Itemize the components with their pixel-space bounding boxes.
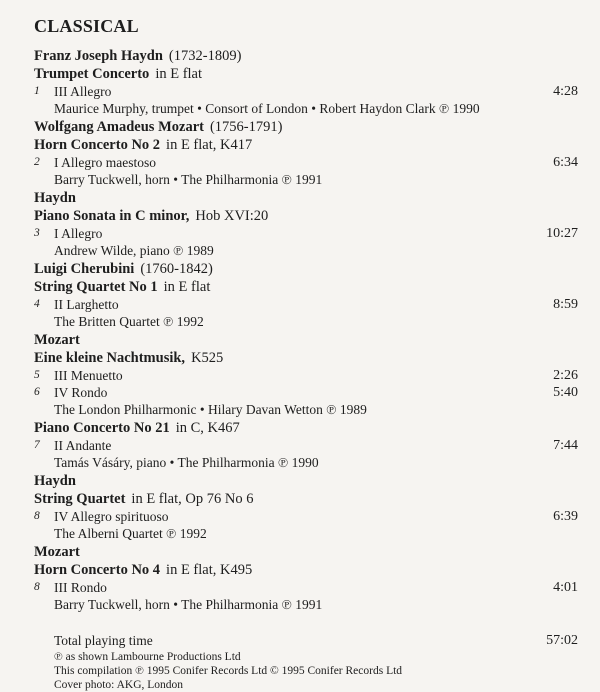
work-title-line — [34, 561, 578, 579]
performer-credit — [34, 242, 578, 260]
track-row — [34, 367, 578, 384]
total-time: 57:02 — [546, 633, 578, 648]
track-row — [34, 437, 578, 454]
work-title: Piano Sonata in C minor, — [34, 208, 190, 224]
work-detail: in C, K467 — [175, 420, 240, 436]
track-duration: 4:28 — [553, 84, 578, 99]
work-title-line — [34, 419, 578, 437]
work-title: String Quartet — [34, 491, 126, 507]
track-row — [34, 225, 578, 242]
track-duration: 5:40 — [553, 385, 578, 400]
work-title-line — [34, 136, 578, 154]
track-row — [34, 296, 578, 313]
credit-line: ℗ as shown Lambourne Productions Ltd — [54, 651, 241, 663]
composer-dates: (1732-1809) — [168, 48, 242, 64]
work-title: Horn Concerto No 2 — [34, 137, 161, 153]
movement-title: I Allegro maestoso — [54, 155, 156, 170]
track-row — [34, 508, 578, 525]
track-number: 1 — [34, 85, 40, 97]
composer-name: Haydn — [34, 473, 76, 489]
composer-name: Luigi Cherubini — [34, 261, 135, 277]
work-detail: K525 — [191, 350, 224, 366]
performer-credit — [34, 171, 578, 189]
total-playing-time — [34, 632, 578, 650]
track-row — [34, 83, 578, 100]
performer-text: Tamás Vásáry, piano • The Philharmonia ℗ 1990 — [54, 455, 319, 470]
work-detail: in E flat, Op 76 No 6 — [131, 491, 254, 507]
performer-credit — [34, 596, 578, 614]
composer-line — [34, 472, 578, 490]
track-row — [34, 154, 578, 171]
track-number: 3 — [34, 227, 40, 239]
work-detail: in E flat, K417 — [166, 137, 253, 153]
performer-text: Barry Tuckwell, horn • The Philharmonia ℗ 1991 — [54, 172, 323, 187]
movement-title: III Menuetto — [54, 368, 123, 383]
movement-title: IV Allegro spirituoso — [54, 509, 169, 524]
composer-line — [34, 331, 578, 349]
performer-text: Maurice Murphy, trumpet • Consort of London • Robert Haydon Clark ℗ 1990 — [54, 101, 480, 116]
credits — [34, 650, 578, 692]
track-number: 8 — [34, 510, 40, 522]
composer-name: Mozart — [34, 332, 80, 348]
composer-dates: (1760-1842) — [140, 261, 213, 277]
work-detail: in E flat, K495 — [166, 562, 253, 578]
performer-text: The Alberni Quartet ℗ 1992 — [54, 526, 207, 541]
track-duration: 6:39 — [553, 509, 578, 524]
work-title-line — [34, 207, 578, 225]
movement-title: III Allegro — [54, 84, 112, 99]
track-duration: 10:27 — [546, 226, 578, 241]
track-duration: 4:01 — [553, 580, 578, 595]
work-title: Trumpet Concerto — [34, 66, 150, 82]
track-row — [34, 579, 578, 596]
work-title-line — [34, 65, 578, 83]
work-title: Piano Concerto No 21 — [34, 420, 170, 436]
total-label: Total playing time — [54, 633, 153, 648]
track-number: 8 — [34, 581, 40, 593]
track-number: 2 — [34, 156, 40, 168]
performer-text: Barry Tuckwell, horn • The Philharmonia ℗ 1991 — [54, 597, 323, 612]
movement-title: II Larghetto — [54, 297, 119, 312]
performer-credit — [34, 525, 578, 543]
composer-name: Wolfgang Amadeus Mozart — [34, 119, 204, 135]
movement-title: I Allegro — [54, 226, 103, 241]
composer-name: Mozart — [34, 544, 80, 560]
composer-line — [34, 260, 578, 278]
movement-title: II Andante — [54, 438, 112, 453]
performer-credit — [34, 401, 578, 419]
track-duration: 7:44 — [553, 438, 578, 453]
performer-credit — [34, 100, 578, 118]
work-detail: in E flat — [155, 66, 203, 82]
composer-line — [34, 189, 578, 207]
section-heading: CLASSICAL — [34, 16, 139, 36]
movement-title: III Rondo — [54, 580, 107, 595]
composer-line — [34, 47, 578, 65]
work-title-line — [34, 490, 578, 508]
composer-line — [34, 118, 578, 136]
track-duration: 8:59 — [553, 297, 578, 312]
composer-dates: (1756-1791) — [209, 119, 283, 135]
credit-line: Cover photo: AKG, London — [54, 679, 184, 691]
work-title: String Quartet No 1 — [34, 279, 158, 295]
performer-credit — [34, 454, 578, 472]
work-title-line — [34, 349, 578, 367]
track-list — [34, 47, 578, 614]
work-title: Eine kleine Nachtmusik, — [34, 350, 186, 366]
track-number: 5 — [34, 369, 40, 381]
work-title-line — [34, 278, 578, 296]
track-row — [34, 384, 578, 401]
performer-credit — [34, 313, 578, 331]
credit-line: This compilation ℗ 1995 Conifer Records Ltd © 1995 Conifer Records Ltd — [54, 665, 403, 677]
track-number: 4 — [34, 298, 40, 310]
performer-text: The Britten Quartet ℗ 1992 — [54, 314, 204, 329]
composer-name: Franz Joseph Haydn — [34, 48, 163, 64]
performer-text: Andrew Wilde, piano ℗ 1989 — [54, 243, 214, 258]
track-number: 6 — [34, 386, 40, 398]
work-detail: Hob XVI:20 — [195, 208, 269, 224]
composer-name: Haydn — [34, 190, 76, 206]
composer-line — [34, 543, 578, 561]
work-title: Horn Concerto No 4 — [34, 562, 161, 578]
track-number: 7 — [34, 439, 40, 451]
track-duration: 6:34 — [553, 155, 578, 170]
movement-title: IV Rondo — [54, 385, 108, 400]
track-duration: 2:26 — [553, 368, 578, 383]
work-detail: in E flat — [163, 279, 211, 295]
performer-text: The London Philharmonic • Hilary Davan Wetton ℗ 1989 — [54, 402, 367, 417]
